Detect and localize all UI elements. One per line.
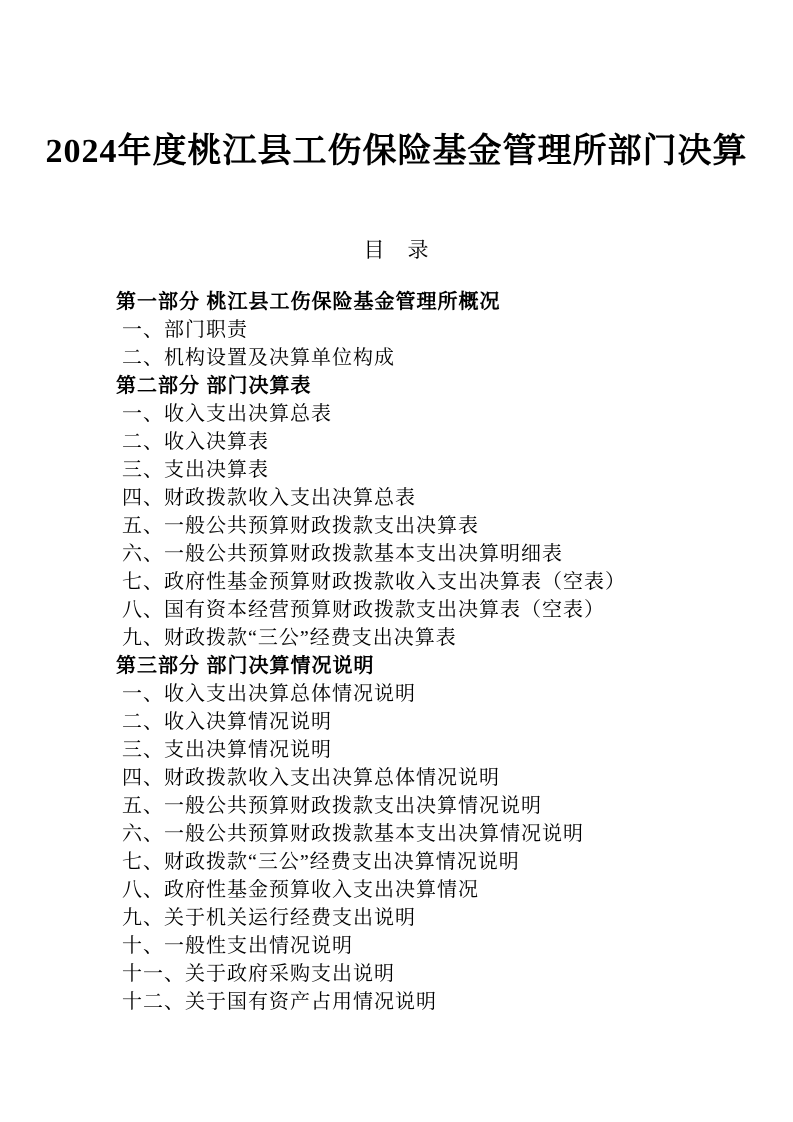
- toc-item: 十二、关于国有资产占用情况说明: [122, 991, 437, 1013]
- toc-section-heading: 第二部分 部门决算表: [116, 375, 312, 397]
- toc-item: 二、机构设置及决算单位构成: [122, 347, 395, 369]
- toc-item: 五、一般公共预算财政拨款支出决算情况说明: [122, 795, 542, 817]
- toc-item: 十、一般性支出情况说明: [122, 935, 353, 957]
- toc-section-heading: 第一部分 桃江县工伤保险基金管理所概况: [116, 291, 501, 313]
- toc-item: 一、收入支出决算总表: [122, 403, 332, 425]
- toc-item: 四、财政拨款收入支出决算总体情况说明: [122, 767, 500, 789]
- toc-item: 二、收入决算情况说明: [122, 711, 332, 733]
- toc-item: 五、一般公共预算财政拨款支出决算表: [122, 515, 479, 537]
- toc-item: 九、财政拨款“三公”经费支出决算表: [122, 627, 457, 649]
- toc-item: 六、一般公共预算财政拨款基本支出决算明细表: [122, 543, 563, 565]
- toc-section-heading: 第三部分 部门决算情况说明: [116, 655, 375, 677]
- toc-item: 十一、关于政府采购支出说明: [122, 963, 395, 985]
- toc-item: 六、一般公共预算财政拨款基本支出决算情况说明: [122, 823, 584, 845]
- toc-item: 九、关于机关运行经费支出说明: [122, 907, 416, 929]
- toc-item: 八、政府性基金预算收入支出决算情况: [122, 879, 479, 901]
- toc-item: 七、政府性基金预算财政拨款收入支出决算表（空表）: [122, 571, 626, 593]
- toc-item: 四、财政拨款收入支出决算总表: [122, 487, 416, 509]
- toc-item: 一、收入支出决算总体情况说明: [122, 683, 416, 705]
- toc-item: 三、支出决算情况说明: [122, 739, 332, 761]
- toc-item: 三、支出决算表: [122, 459, 269, 481]
- toc-item: 八、国有资本经营预算财政拨款支出决算表（空表）: [122, 599, 605, 621]
- document-title: 2024年度桃江县工伤保险基金管理所部门决算: [45, 133, 748, 170]
- toc-item: 一、部门职责: [122, 319, 248, 341]
- table-of-contents: [0, 288, 793, 1016]
- toc-item: 七、财政拨款“三公”经费支出决算情况说明: [122, 851, 520, 873]
- toc-heading: 目 录: [363, 238, 430, 262]
- toc-item: 二、收入决算表: [122, 431, 269, 453]
